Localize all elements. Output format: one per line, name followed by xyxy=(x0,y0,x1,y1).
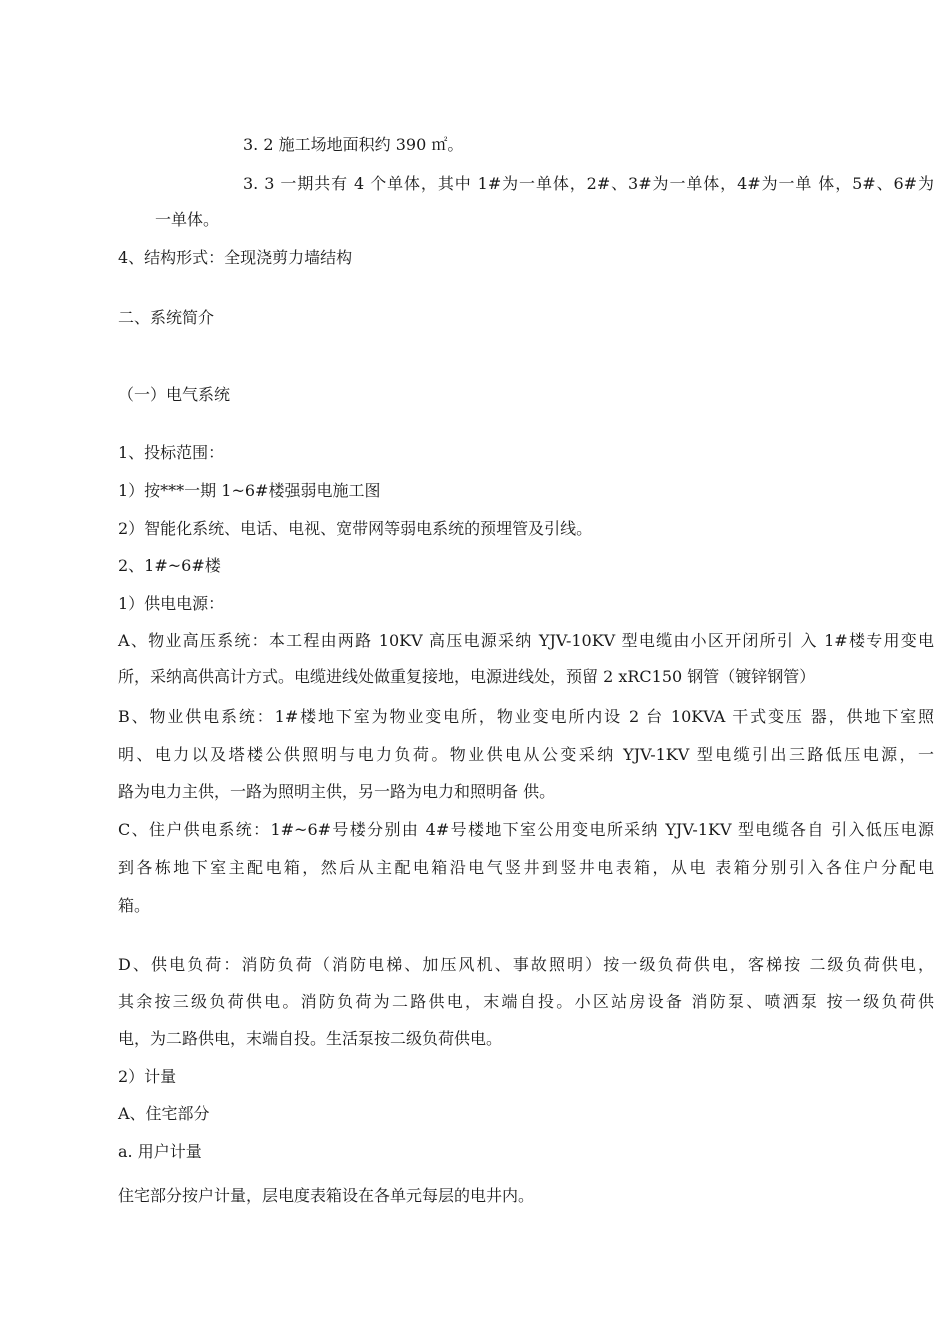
paragraph-b-line1: B、物业供电系统：1#楼地下室为物业变电所，物业变电所内设 2 台 10KVA 干式变压 器，供地下室照 xyxy=(118,707,934,726)
paragraph-d-line2: 其余按三级负荷供电。消防负荷为二路供电，末端自投。小区站房设备 消防泵、喷洒泵 按一级负荷供 xyxy=(118,992,934,1011)
paragraph-a-line1: A、物业高压系统：本工程由两路 10KV 高压电源采纳 YJV-10KV 型电缆由小区开闭所引 入 1#楼专用变电 xyxy=(118,631,934,650)
paragraph-structure: 4、结构形式：全现浇剪力墙结构 xyxy=(118,248,353,267)
paragraph-a-line2: 所，采纳高供高计方式。电缆进线处做重复接地，电源进线处，预留 2 xRC150 钢管（镀锌钢管） xyxy=(118,667,816,686)
paragraph-metering-detail: 住宅部分按户计量，层电度表箱设在各单元每层的电井内。 xyxy=(118,1186,535,1205)
list-item-scope: 1、投标范围： xyxy=(118,443,225,462)
paragraph-d-line3: 电，为二路供电，末端自投。生活泵按二级负荷供电。 xyxy=(118,1029,503,1048)
paragraph-b-line2: 明、电力以及塔楼公供照明与电力负荷。物业供电从公变采纳 YJV-1KV 型电缆引出三路低压电源，一 xyxy=(118,745,934,764)
list-item-residential: A、住宅部分 xyxy=(118,1104,210,1123)
paragraph-c-line2: 到各栋地下室主配电箱，然后从主配电箱沿电气竖井到竖井电表箱，从电 表箱分别引入各住户分配电 xyxy=(118,858,934,877)
paragraph-c-line1: C、住户供电系统：1#~6#号楼分别由 4#号楼地下室公用变电所采纳 YJV-1KV 型电缆各自 引入低压电源 xyxy=(118,820,934,839)
paragraph-units-cont: 一单体。 xyxy=(155,210,220,229)
paragraph-units: 3. 3 一期共有 4 个单体，其中 1#为一单体，2#、3#为一单体，4#为一单 体，5#、6#为 xyxy=(243,174,934,193)
list-item-buildings: 2、1#~6#楼 xyxy=(118,556,221,575)
list-item-scope-1: 1）按***一期 1~6#楼强弱电施工图 xyxy=(118,481,381,500)
list-item-metering: 2）计量 xyxy=(118,1067,177,1086)
section-heading-electrical: （一）电气系统 xyxy=(118,385,231,404)
paragraph-d-line1: D、供电负荷：消防负荷（消防电梯、加压风机、事故照明）按一级负荷供电，客梯按 二级负荷供电， xyxy=(118,955,934,974)
list-item-scope-2: 2）智能化系统、电话、电视、宽带网等弱电系统的预埋管及引线。 xyxy=(118,519,593,538)
list-item-power-supply: 1）供电电源： xyxy=(118,594,225,613)
list-item-user-metering: a. 用户计量 xyxy=(118,1142,202,1161)
paragraph-c-line3: 箱。 xyxy=(118,896,151,915)
paragraph-b-line3: 路为电力主供，一路为照明主供，另一路为电力和照明备 供。 xyxy=(118,782,556,801)
section-heading-system: 二、系统简介 xyxy=(118,308,215,327)
paragraph-area: 3. 2 施工场地面积约 390 ㎡。 xyxy=(243,135,464,154)
